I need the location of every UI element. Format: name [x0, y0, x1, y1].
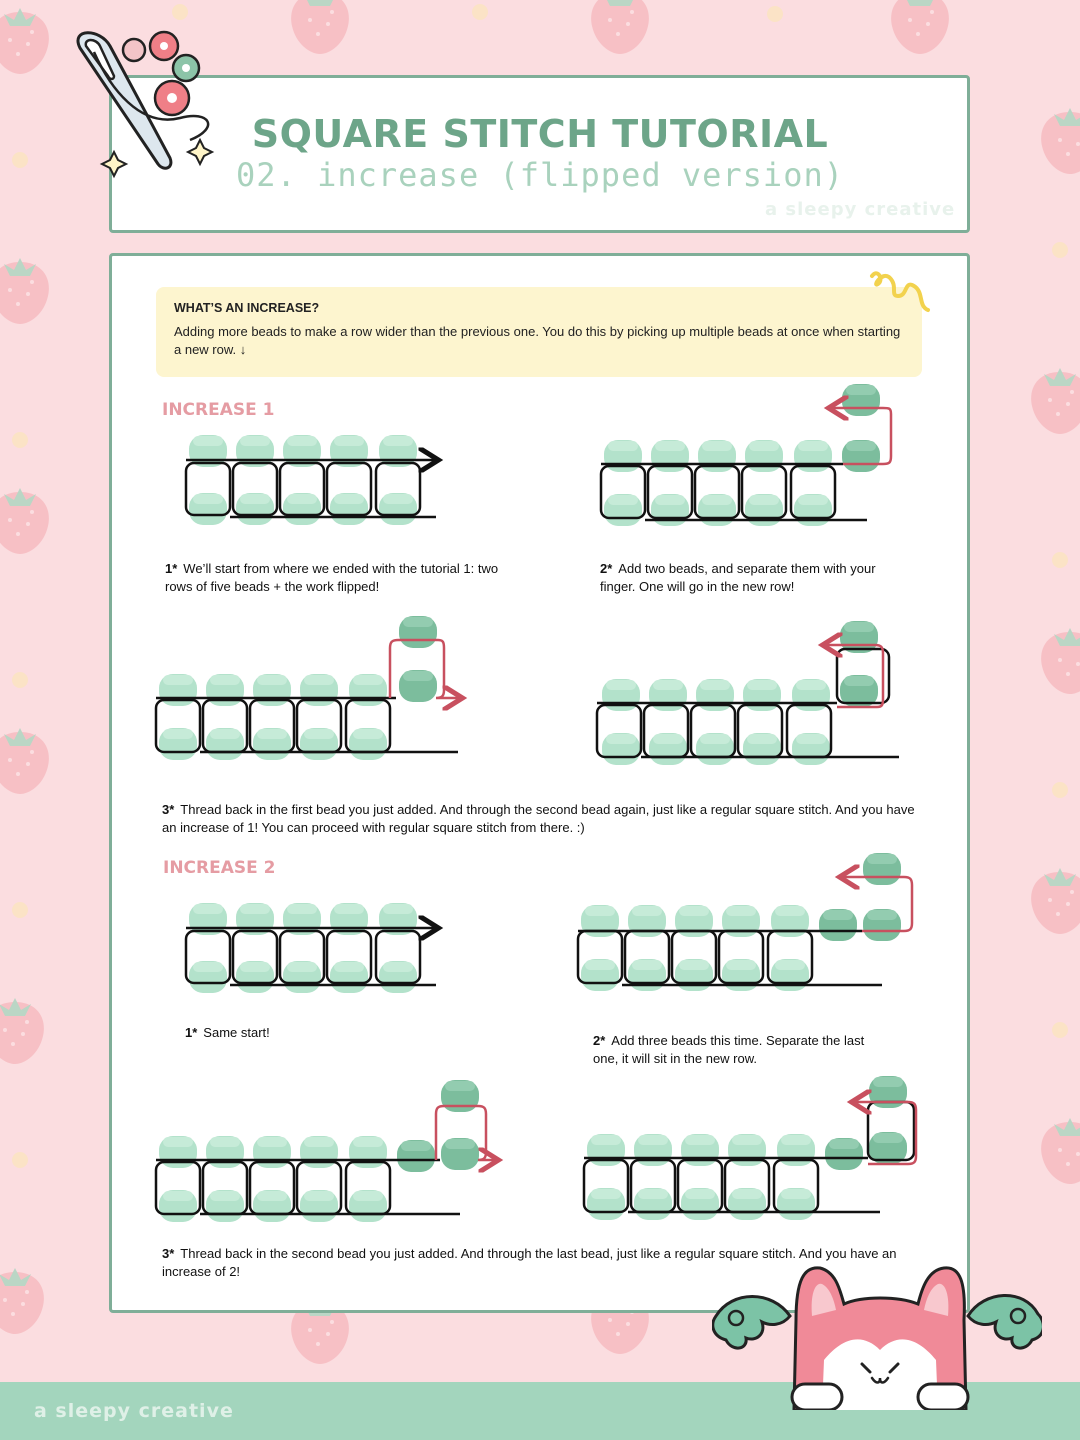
- diagram-increase1-step2: [595, 378, 895, 548]
- diagram-increase2-step3-last-bead: [578, 1072, 928, 1242]
- caption-increase1-step1: [165, 560, 525, 596]
- sparkle-icon: [102, 152, 126, 176]
- diagram-increase1-step3-first-bead: [150, 610, 470, 780]
- diagram-increase2-step2: [572, 845, 922, 1015]
- step-text: Add three beads this time. Separate the last one, it will sit in the new row.: [593, 1033, 865, 1066]
- step-text: We’ll start from where we ended with the tutorial 1: two rows of five beads + the work flipped!: [165, 561, 499, 594]
- bead-column: [379, 435, 417, 525]
- step-number: 3*: [162, 802, 175, 817]
- caption-increase2-step2: [593, 1032, 893, 1068]
- bead-column: [189, 435, 227, 525]
- info-title: WHAT’S AN INCREASE?: [174, 301, 320, 315]
- caption-increase1-step3: [162, 801, 922, 837]
- step-text: Thread back in the second bead you just added. And through the last bead, just like a regular square stitch. And you have an increase of 2!: [162, 1246, 897, 1279]
- diagram-increase1-step3-second-bead: [593, 615, 913, 785]
- footer-brand: a sleepy creative: [34, 1400, 234, 1422]
- info-box: [156, 287, 922, 377]
- caption-increase2-step1: [185, 1024, 485, 1042]
- cat-icon: [712, 1260, 1042, 1410]
- section-label-increase-2: INCREASE 2: [163, 858, 276, 878]
- step-text: Add two beads, and separate them with your finger. One will go in the new row!: [600, 561, 876, 594]
- step-number: 1*: [185, 1025, 198, 1040]
- wing-icon: [713, 1297, 790, 1349]
- page-title: SQUARE STITCH TUTORIAL: [251, 112, 829, 156]
- step-number: 2*: [593, 1033, 606, 1048]
- diagram-increase2-step1: [180, 893, 450, 1013]
- wing-icon: [968, 1295, 1042, 1348]
- page-subtitle: 02. increase (flipped version): [236, 156, 844, 194]
- section-label-increase-1: INCREASE 1: [162, 400, 275, 420]
- step-number: 3*: [162, 1246, 175, 1261]
- sparkle-icon: [188, 140, 212, 164]
- caption-increase1-step2: [600, 560, 900, 596]
- needle-icon: [70, 28, 230, 188]
- header-watermark: a sleepy creative: [765, 199, 956, 220]
- info-text: Adding more beads to make a row wider than the previous one. You do this by picking up multiple beads at once when starting a new row. ↓: [174, 324, 901, 357]
- step-number: 1*: [165, 561, 178, 576]
- step-number: 2*: [600, 561, 613, 576]
- bead-column: [283, 435, 321, 525]
- bead-column: [236, 435, 274, 525]
- step-text: Same start!: [203, 1025, 270, 1040]
- step-text: Thread back in the first bead you just added. And through the second bead again, just like a regular square stitch. And you have an increase of 1! You can proceed with regular square stitch from there. :): [162, 802, 915, 835]
- squiggle-icon: [868, 266, 938, 316]
- diagram-increase1-step1: [180, 425, 450, 545]
- diagram-increase2-step3-second-bead: [150, 1074, 510, 1244]
- bead-column: [330, 435, 368, 525]
